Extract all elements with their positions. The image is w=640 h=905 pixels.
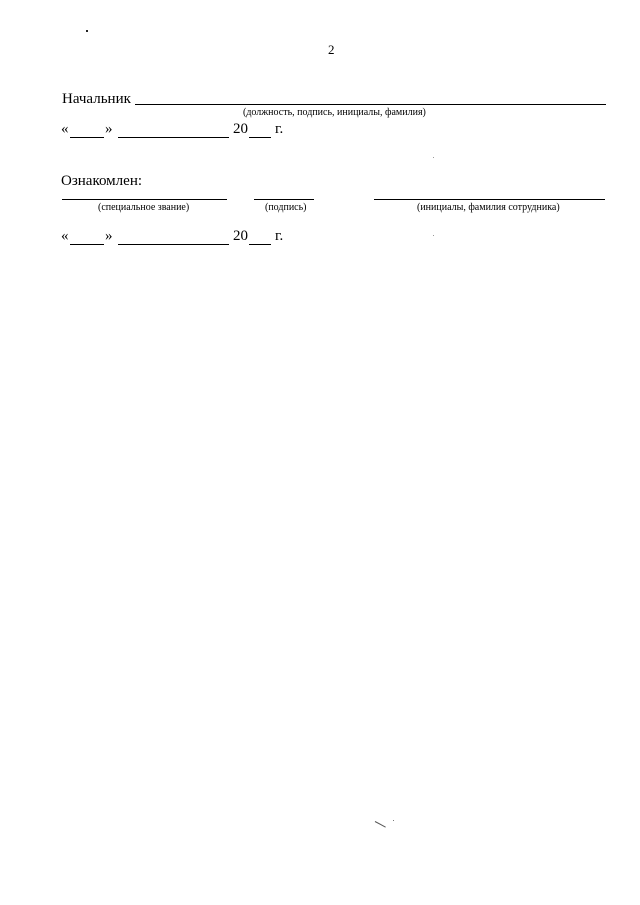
date-year-line <box>249 137 271 138</box>
date-quote-open: « <box>61 228 69 244</box>
date-month-line <box>118 137 229 138</box>
scan-speck <box>86 30 88 32</box>
date-year-suffix: г. <box>275 228 284 244</box>
stray-pen-mark <box>375 821 386 828</box>
chief-label: Начальник <box>62 91 131 107</box>
scan-speck <box>433 235 434 236</box>
signature-caption: (подпись) <box>265 202 307 213</box>
date-month-line <box>118 244 229 245</box>
employee-name-line <box>374 199 605 200</box>
chief-signature-line <box>135 104 606 105</box>
signature-line <box>254 199 314 200</box>
rank-caption: (специальное звание) <box>98 202 190 213</box>
scan-speck <box>433 157 434 158</box>
date-quote-close: » <box>105 121 113 137</box>
date-year-prefix: 20 <box>233 228 248 244</box>
date-quote-open: « <box>61 121 69 137</box>
chief-caption: (должность, подпись, инициалы, фамилия) <box>243 107 426 118</box>
date-day-line <box>70 137 104 138</box>
rank-line <box>62 199 227 200</box>
date-year-line <box>249 244 271 245</box>
date-quote-close: » <box>105 228 113 244</box>
employee-name-caption: (инициалы, фамилия сотрудника) <box>417 202 560 213</box>
date-year-prefix: 20 <box>233 121 248 137</box>
scan-speck <box>393 820 394 821</box>
page-number: 2 <box>328 42 335 57</box>
date-day-line <box>70 244 104 245</box>
date-year-suffix: г. <box>275 121 284 137</box>
acquaintance-label: Ознакомлен: <box>61 173 143 189</box>
